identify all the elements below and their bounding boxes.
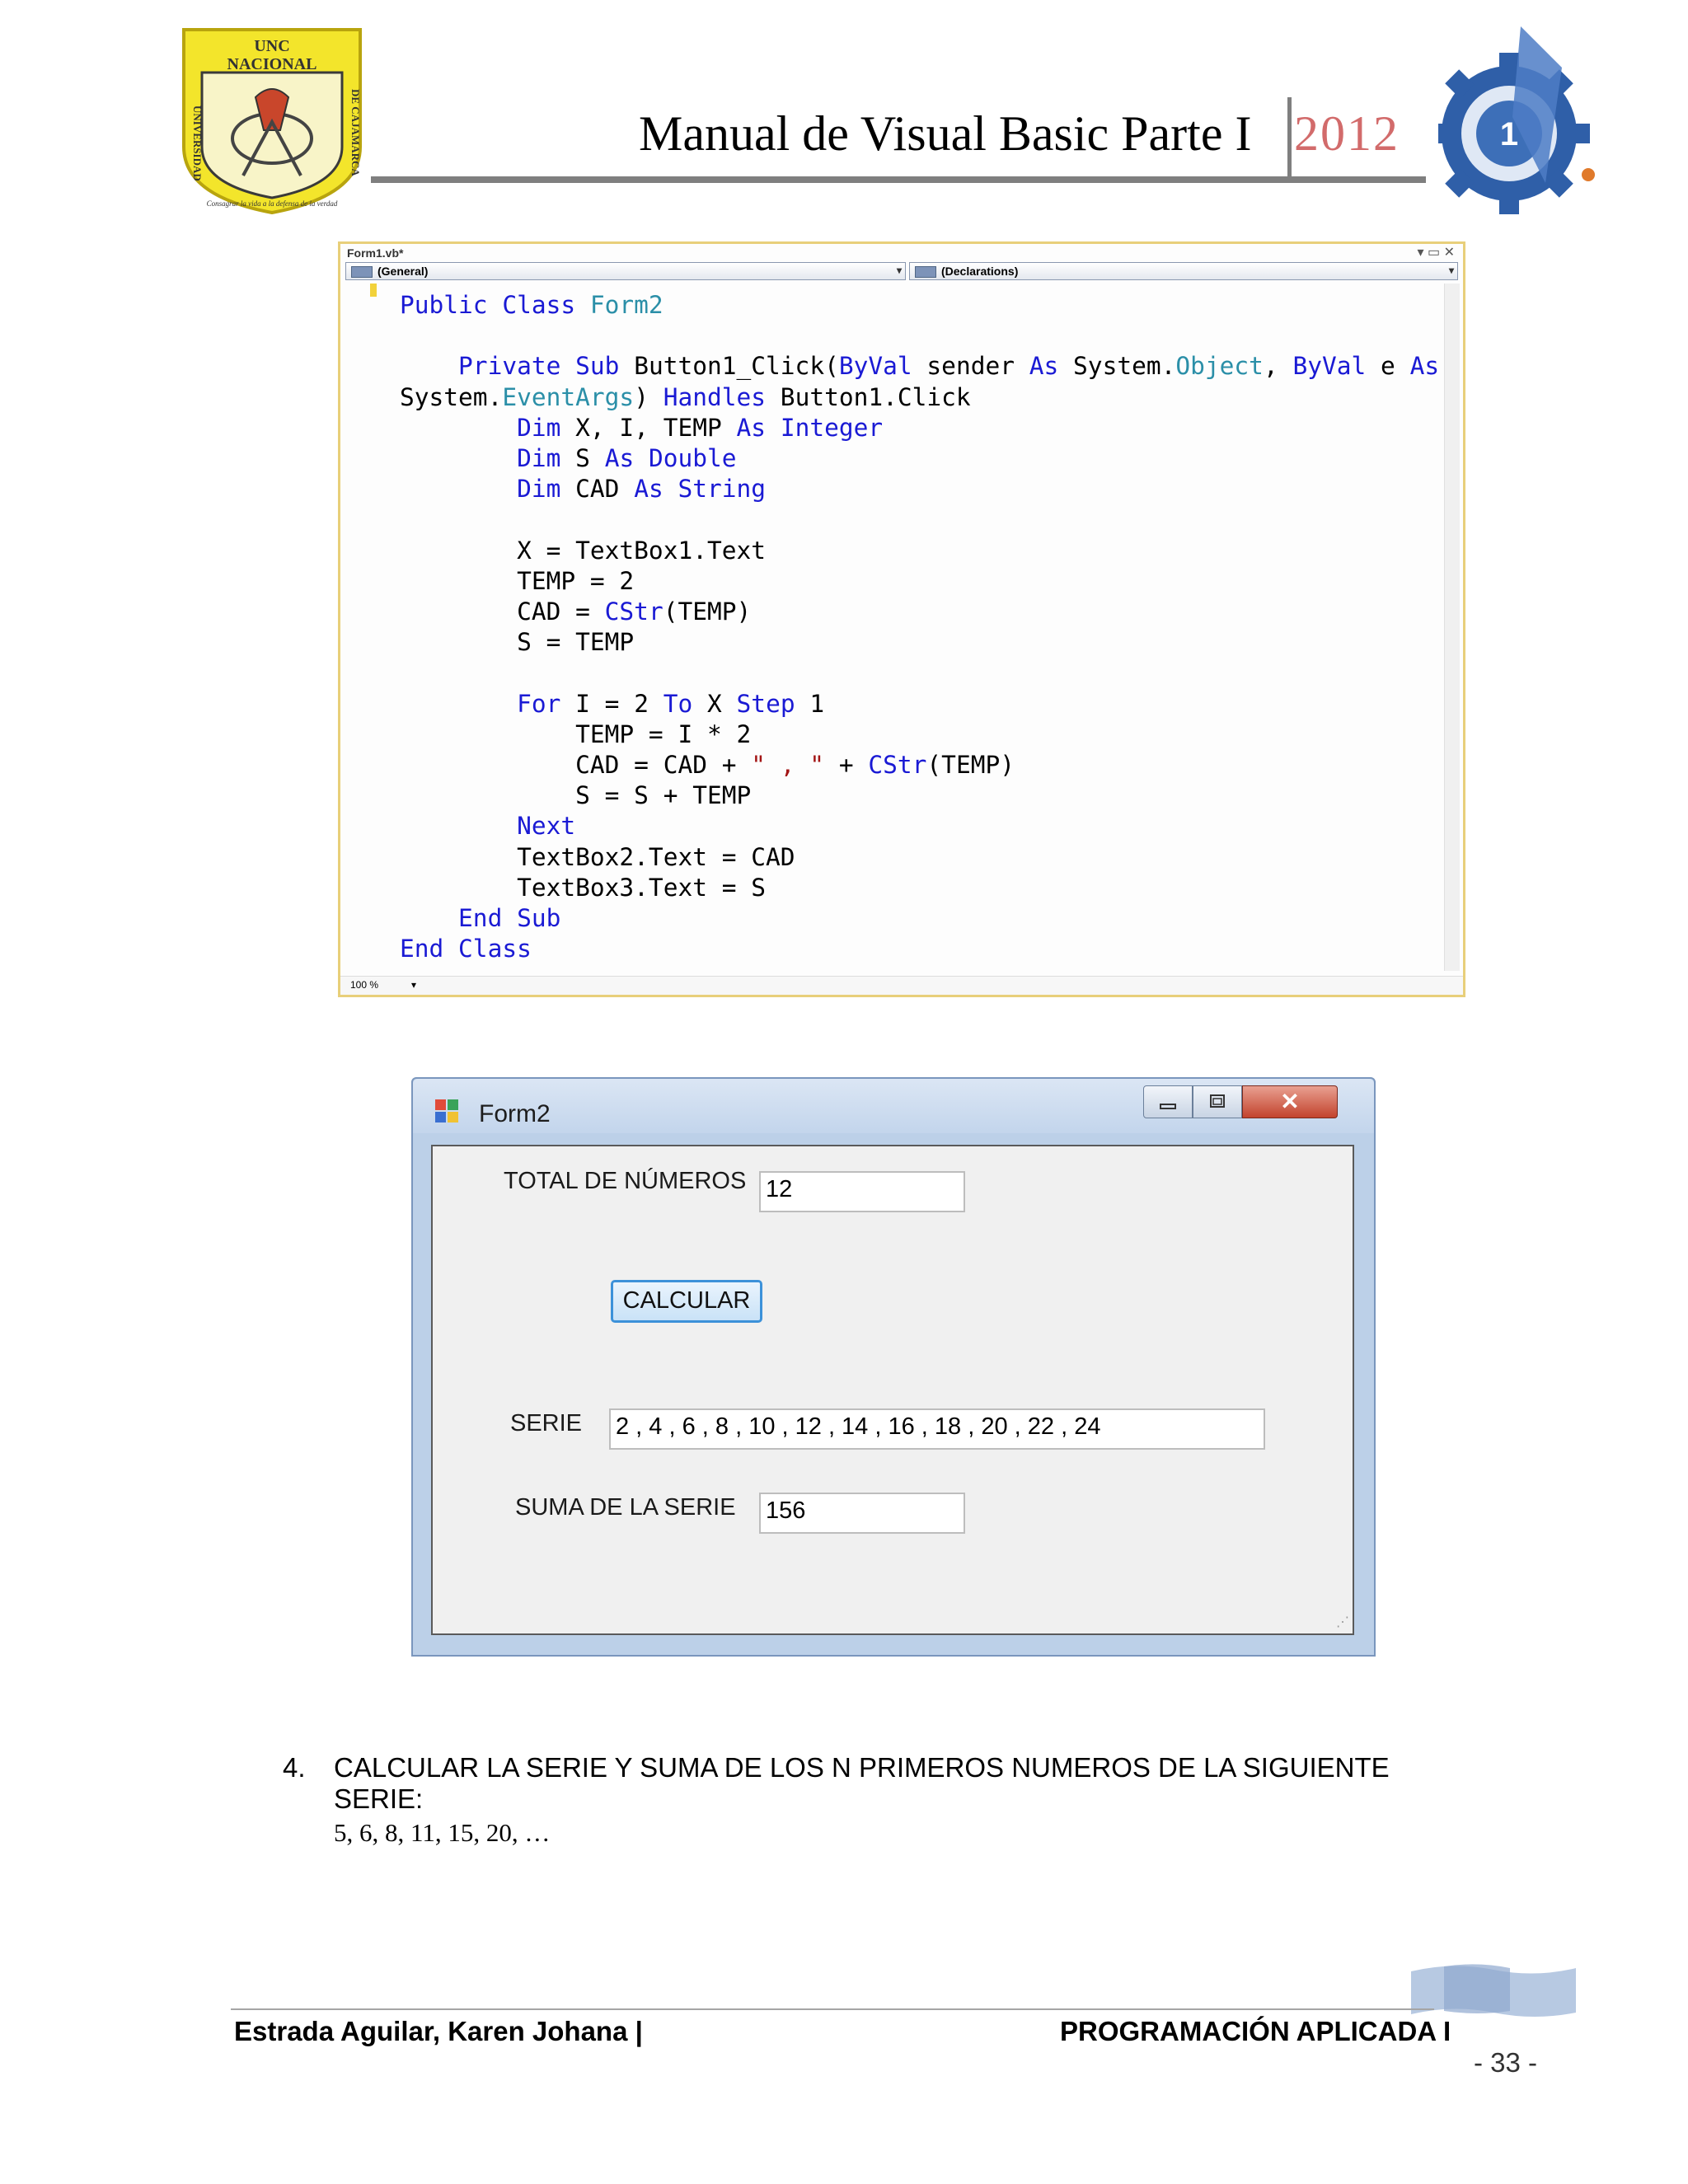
code-token: I = 2	[560, 689, 663, 718]
chevron-down-icon[interactable]: ▾	[1448, 265, 1454, 276]
footer-author: Estrada Aguilar, Karen Johana |	[234, 2016, 643, 2046]
code-token: )	[634, 382, 663, 411]
code-token: CAD	[560, 475, 635, 504]
footer-decoration	[1411, 1961, 1576, 2021]
code-line	[400, 475, 766, 503]
code-token: Double	[648, 444, 737, 473]
code-token: Next	[517, 812, 576, 841]
member-combo-value: (Declarations)	[941, 265, 1019, 278]
minimize-icon	[1144, 1086, 1192, 1118]
exercise-statement: CALCULAR LA SERIE Y SUMA DE LOS N PRIMEROS NUMEROS DE LA SIGUIENTE SERIE:	[334, 1752, 1390, 1814]
code-token: Dim	[517, 444, 561, 473]
code-token: (TEMP)	[926, 751, 1015, 780]
code-line	[400, 904, 560, 932]
code-line	[400, 690, 824, 718]
code-token: As	[1409, 352, 1440, 381]
member-icon	[915, 266, 936, 278]
code-token: String	[678, 475, 767, 504]
object-combo-value: (General)	[377, 265, 429, 278]
code-token: CStr	[868, 751, 927, 780]
university-logo-left	[177, 23, 367, 218]
code-line	[400, 567, 634, 595]
maximize-icon	[1193, 1086, 1241, 1118]
footer-course: PROGRAMACIÓN APLICADA I	[1060, 2016, 1451, 2046]
label-total-numeros: TOTAL DE NÚMEROS	[504, 1168, 747, 1194]
code-token	[400, 812, 517, 840]
code-token	[766, 414, 781, 442]
code-token: Handles	[663, 382, 767, 411]
code-token: System.	[1058, 352, 1176, 381]
close-icon: ✕	[1280, 1089, 1300, 1114]
textbox-serie[interactable]: 2 , 4 , 6 , 8 , 10 , 12 , 14 , 16 , 18 , 20 , 22 , 24	[609, 1408, 1265, 1450]
code-token: Integer	[780, 413, 884, 442]
code-line	[400, 720, 751, 748]
editor-footer	[340, 976, 1463, 995]
code-token: As	[604, 444, 635, 473]
svg-text:UNC: UNC	[254, 37, 290, 55]
code-token: Dim	[517, 475, 561, 504]
code-token: As	[634, 475, 663, 504]
calcular-button[interactable]: CALCULAR	[611, 1280, 762, 1323]
page-number: - 33 -	[1474, 2047, 1538, 2078]
editor-titlebar	[340, 244, 1463, 260]
svg-text:UNIVERSIDAD: UNIVERSIDAD	[191, 105, 204, 181]
code-token: TEMP = 2	[400, 566, 635, 595]
svg-text:NACIONAL: NACIONAL	[227, 55, 317, 73]
faculty-gear-logo-right	[1438, 18, 1603, 223]
svg-text:Consagrar la vida a la defensa: Consagrar la vida a la defensa de la verdad	[206, 199, 338, 208]
code-token: CStr	[604, 598, 663, 626]
code-line	[400, 935, 532, 963]
code-token: Form2	[589, 291, 663, 319]
page-title: Manual de Visual Basic Parte I	[639, 106, 1252, 161]
code-token: ,	[1263, 352, 1293, 381]
code-token: S = TEMP	[400, 628, 635, 657]
code-token: ByVal	[1292, 352, 1367, 381]
footer-rule	[231, 2008, 1434, 2010]
chevron-down-icon[interactable]: ▾	[896, 265, 902, 276]
code-token: +	[824, 751, 869, 780]
code-line	[400, 352, 1439, 380]
code-line	[400, 874, 766, 902]
code-token: Step	[736, 689, 795, 718]
code-line	[400, 414, 883, 442]
code-token: System.	[400, 382, 503, 411]
code-editor-window	[338, 241, 1465, 997]
code-line	[400, 843, 795, 871]
close-button[interactable]	[1242, 1085, 1338, 1118]
maximize-button[interactable]	[1193, 1085, 1242, 1118]
header-year: 2012	[1294, 106, 1400, 161]
code-token: As	[1029, 352, 1059, 381]
code-token	[400, 690, 517, 718]
class-icon	[351, 266, 373, 278]
code-token: X	[692, 689, 737, 718]
code-token: e	[1366, 352, 1410, 381]
code-token: For	[517, 689, 561, 718]
editor-tab-title[interactable]: Form1.vb*	[347, 246, 404, 260]
code-token: Button1.Click	[766, 382, 971, 411]
header-rule	[371, 176, 1426, 183]
code-token: To	[663, 689, 693, 718]
code-token	[400, 475, 517, 503]
code-token: CAD =	[400, 598, 605, 626]
exercise-series: 5, 6, 8, 11, 15, 20, …	[334, 1818, 551, 1847]
code-line	[400, 628, 634, 656]
resize-grip-icon[interactable]: ⋰	[1336, 1615, 1349, 1629]
code-token: TextBox2.Text = CAD	[400, 842, 795, 871]
code-token: As	[736, 413, 767, 442]
code-token: Button1_Click(	[634, 352, 839, 381]
code-token: S = S + TEMP	[400, 781, 752, 810]
code-line	[400, 537, 766, 565]
code-token: CAD = CAD +	[400, 751, 752, 780]
code-token: S	[560, 444, 605, 473]
code-token: Private Sub	[458, 352, 635, 381]
textbox-suma[interactable]: 156	[759, 1493, 965, 1534]
code-token	[400, 352, 458, 380]
code-line	[400, 598, 751, 626]
code-line	[400, 781, 751, 809]
form-app-icon	[434, 1099, 459, 1123]
object-combo[interactable]	[345, 262, 906, 280]
code-line	[400, 383, 971, 411]
code-token: " , "	[751, 751, 825, 780]
header-separator	[1287, 97, 1292, 176]
code-token	[400, 444, 517, 472]
code-line	[400, 291, 663, 319]
code-token: Public Class	[400, 291, 590, 319]
code-token: X, I, TEMP	[560, 413, 737, 442]
form-titlebar[interactable]	[413, 1079, 1374, 1133]
code-line	[400, 812, 575, 840]
code-token: TextBox3.Text = S	[400, 873, 767, 902]
code-token: End Class	[400, 935, 532, 963]
exercise-number: 4.	[283, 1752, 306, 1783]
form-title: Form2	[479, 1100, 551, 1127]
form-client-area	[431, 1145, 1354, 1635]
svg-text:1: 1	[1499, 116, 1519, 152]
code-line	[400, 444, 737, 472]
code-token: End Sub	[458, 904, 561, 933]
change-marker	[370, 284, 377, 297]
code-token	[634, 444, 649, 472]
minimize-button[interactable]	[1143, 1085, 1193, 1118]
label-suma-serie: SUMA DE LA SERIE	[515, 1494, 736, 1521]
textbox-total[interactable]: 12	[759, 1171, 965, 1212]
form2-window	[411, 1077, 1376, 1657]
vertical-scrollbar[interactable]	[1444, 284, 1460, 971]
code-token: X = TextBox1.Text	[400, 536, 767, 565]
member-combo[interactable]	[909, 262, 1458, 280]
code-text[interactable]	[400, 290, 1439, 964]
code-token: TEMP = I * 2	[400, 719, 752, 748]
code-token: Dim	[517, 413, 561, 442]
label-serie: SERIE	[510, 1410, 583, 1436]
code-line	[400, 751, 1015, 779]
code-token: Object	[1175, 352, 1264, 381]
chevron-down-icon[interactable]: ▾	[411, 979, 417, 991]
zoom-level[interactable]: 100 %	[350, 979, 379, 991]
code-token: ByVal	[838, 352, 912, 381]
code-token: EventArgs	[502, 382, 635, 411]
svg-text:DE CAJAMARCA: DE CAJAMARCA	[349, 89, 362, 176]
code-token: sender	[912, 352, 1029, 381]
code-token: 1	[795, 689, 825, 718]
code-token	[400, 904, 458, 932]
code-token: (TEMP)	[663, 598, 752, 626]
editor-window-controls-icon[interactable]: ▾ ▭ ✕	[1417, 246, 1455, 260]
code-token	[400, 414, 517, 442]
code-token	[663, 475, 678, 503]
